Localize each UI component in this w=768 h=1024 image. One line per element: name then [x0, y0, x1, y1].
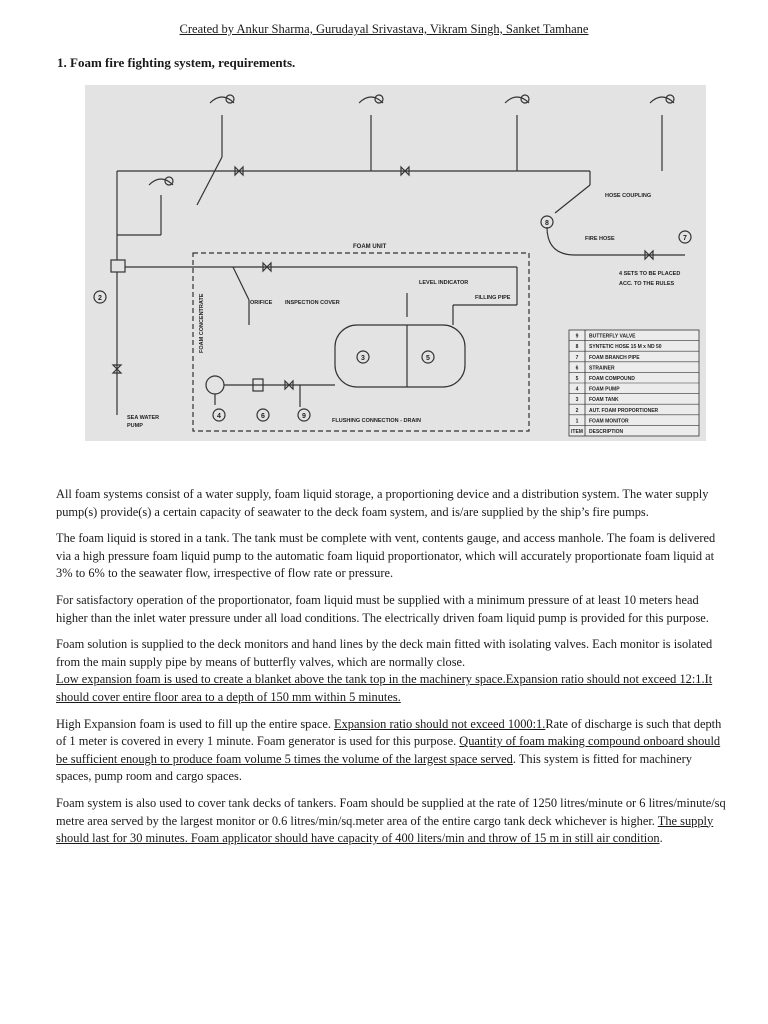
- callout-6: 6: [261, 413, 265, 420]
- legend-item-description: STRAINER: [589, 365, 615, 372]
- legend-item-number: 6: [575, 365, 579, 372]
- credits-line: Created by Ankur Sharma, Gurudayal Srivastava, Vikram Singh, Sanket Tamhane: [179, 22, 589, 36]
- paragraph-4: [56, 636, 726, 706]
- legend-item-number: 2: [575, 407, 579, 414]
- label-sea-water-2: PUMP: [127, 423, 143, 429]
- diagram-svg: [85, 85, 706, 441]
- callout-9: 9: [302, 413, 306, 420]
- label-level-indicator: LEVEL INDICATOR: [419, 280, 469, 286]
- label-sea-water-1: SEA WATER: [127, 415, 160, 421]
- paragraph-6: [56, 795, 726, 848]
- legend-item-description: SYNTETIC HOSE 15 M x ND 50: [589, 344, 662, 351]
- legend-item-number: 7: [575, 354, 579, 361]
- section-title: 1. Foam fire fighting system, requirements.: [57, 55, 296, 70]
- label-flushing: FLUSHING CONNECTION - DRAIN: [332, 418, 421, 424]
- paragraph-1: All foam systems consist of a water supply, foam liquid storage, a proportioning device and a distribution system. The water supply pump(s) provide(s) a certain capacity of seawater to the deck foam system, and is/are supplied by the ship’s fire pumps.: [56, 487, 709, 519]
- label-foam-unit: FOAM UNIT: [353, 244, 387, 250]
- paragraph-4-text: Foam solution is supplied to the deck monitors and hand lines by the deck main fitted with isolating valves. Each monitor is isolated from the main supply pipe by means of butterfly valves, which are normally close.: [56, 637, 713, 669]
- legend-item-description: AUT. FOAM PROPORTIONER: [589, 407, 659, 414]
- label-inspection-cover: INSPECTION COVER: [285, 300, 340, 306]
- p5-part1: High Expansion foam is used to fill up the entire space.: [56, 716, 335, 731]
- legend-item-number: ITEM: [571, 429, 583, 435]
- legend-item-description: FOAM COMPOUND: [589, 376, 635, 382]
- paragraph-4-underlined: Low expansion foam is used to create a blanket above the tank top in the machinery space.Expansion ratio should not exceed 12:1.It should cover entire floor area to a depth of 150 mm within 5 minutes.: [56, 672, 713, 704]
- p6-part2: The supply should last for 30 minutes. Foam applicator should have capacity of 400 liters/min and throw of 15 m in still air condition: [56, 813, 714, 846]
- legend-item-description: FOAM TANK: [589, 397, 619, 404]
- legend-item-number: 3: [575, 397, 579, 404]
- label-sets-line1: 4 SETS TO BE PLACED: [619, 271, 681, 277]
- body-text: [56, 486, 726, 857]
- callout-5: 5: [426, 355, 430, 362]
- p5-part4: Quantity of foam making compound onboard should be sufficient enough to produce foam volume 5 times the volume of the largest space served: [56, 734, 721, 766]
- paragraph-3: For satisfactory operation of the proportionator, foam liquid must be supplied with a minimum pressure of at least 10 meters head higher than the inlet water pressure under all load conditions. The electrically driven foam liquid pump is provided for this purpose.: [56, 592, 709, 625]
- legend-item-number: 8: [575, 344, 579, 351]
- label-foam-concentrate: FOAM CONCENTRATE: [199, 293, 205, 353]
- label-filling-pipe: FILLING PIPE: [475, 295, 511, 301]
- legend-item-description: FOAM BRANCH PIPE: [589, 354, 640, 361]
- label-orifice: ORIFICE: [250, 300, 273, 306]
- p6-part1: Foam system is also used to cover tank decks of tankers. Foam should be supplied at the rate of 1250 litres/minute or 6 litres/minute/sq metre area served by the largest monitor or 0.6 litres/min/sq.meter area of the entire cargo tank deck whichever is higher.: [56, 795, 726, 828]
- legend-item-number: 1: [575, 418, 579, 425]
- legend-item-description: DESCRIPTION: [589, 429, 624, 435]
- callout-3: 3: [361, 355, 365, 362]
- callout-8: 8: [545, 220, 549, 227]
- label-fire-hose: FIRE HOSE: [585, 236, 615, 242]
- p5-part3: Rate of discharge is such that depth of 1 meter is covered in every 1 minute. Foam generator is used for this purpose.: [56, 716, 722, 749]
- label-sets-line2: ACC. TO THE RULES: [619, 281, 675, 287]
- paragraph-5: [56, 716, 726, 786]
- p5-part5: . This system is fitted for machinery spaces, pump room and cargo spaces.: [56, 751, 692, 784]
- paragraph-2: The foam liquid is stored in a tank. The tank must be complete with vent, contents gauge, and access manhole. The foam is delivered via a high pressure foam liquid pump to the automatic foam liquid proportionator, which will accurately proportionate foam liquid at 3% to 6% to the seawater flow, irrespective of flow rate or pressure.: [56, 531, 716, 581]
- p5-part2: Expansion ratio should not exceed 1000:1.: [334, 716, 546, 731]
- callout-2: 2: [98, 295, 102, 302]
- legend-item-description: BUTTERFLY VALVE: [589, 333, 636, 340]
- legend-item-description: FOAM MONITOR: [589, 418, 629, 425]
- foam-system-diagram: [85, 85, 706, 441]
- label-hose-coupling: HOSE COUPLING: [605, 193, 652, 199]
- legend-item-number: 9: [575, 333, 579, 340]
- callout-4: 4: [217, 413, 221, 420]
- legend-item-number: 5: [575, 376, 579, 382]
- legend-item-number: 4: [575, 386, 579, 393]
- p6-part3: .: [659, 831, 663, 846]
- legend-table: [569, 330, 699, 436]
- callout-7: 7: [683, 235, 687, 242]
- legend-item-description: FOAM PUMP: [589, 386, 620, 393]
